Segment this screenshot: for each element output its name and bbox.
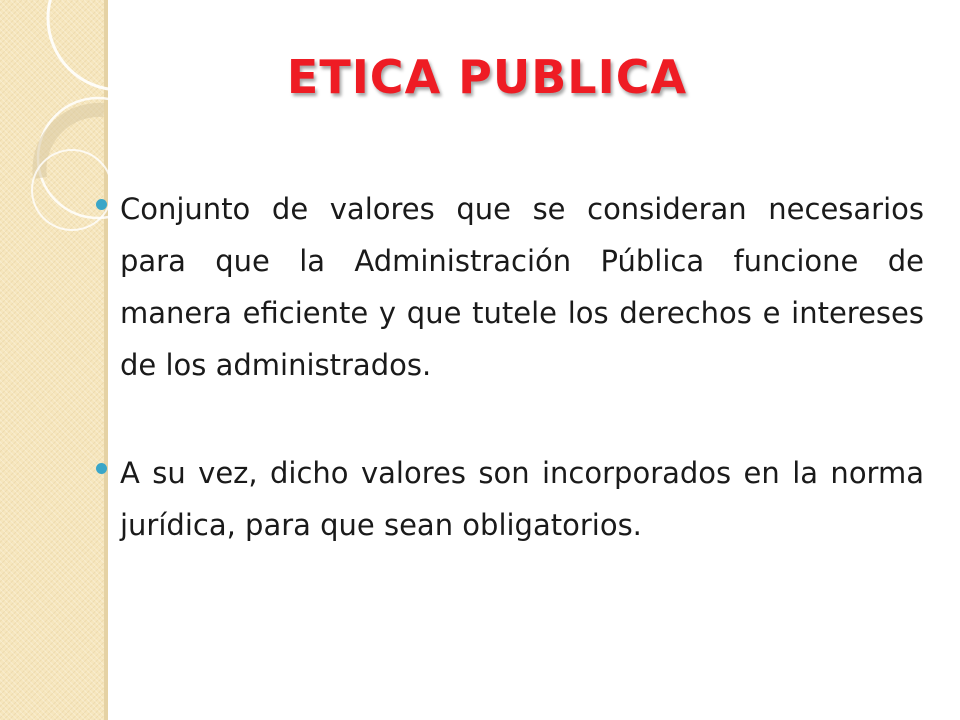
decorative-arc xyxy=(39,110,104,178)
bullet-dot-icon xyxy=(96,463,107,474)
bullet-item xyxy=(90,447,924,551)
bullet-list xyxy=(90,183,924,607)
bullet-text: A su vez, dicho valores son incorporados en la norma jurídica, para que sean obligatorios. xyxy=(120,456,924,542)
bullet-text: Conjunto de valores que se consideran necesarios para que la Administración Pública funcione de manera eficiente y que tutele los derechos e intereses de los administrados. xyxy=(120,192,924,382)
bullet-item xyxy=(90,183,924,391)
slide-title: ETICA PUBLICA xyxy=(286,50,688,104)
bullet-dot-icon xyxy=(96,199,107,210)
